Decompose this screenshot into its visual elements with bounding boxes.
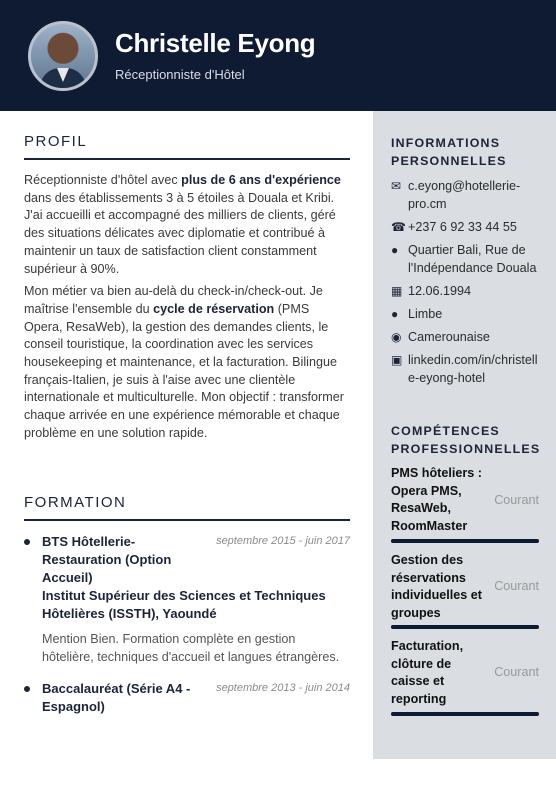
linkedin-icon: ▣ (391, 353, 403, 367)
candidate-name: Christelle Eyong (115, 28, 316, 58)
infos-title: INFORMATIONS PERSONNELLES (391, 136, 507, 168)
info-birthdate (391, 282, 541, 300)
map-pin-icon: ● (391, 243, 399, 257)
profil-paragraph-1 (24, 172, 350, 278)
formation-title: FORMATION (24, 494, 127, 511)
profil-text: Réceptionniste d'hôtel avec (24, 173, 182, 187)
info-nationality (391, 328, 541, 346)
skill-bar (391, 539, 539, 543)
bullet-icon (24, 686, 30, 692)
info-phone[interactable] (391, 218, 541, 236)
map-pin-icon: ● (391, 307, 399, 321)
email-text: c.eyong@hotellerie-pro.cm (408, 179, 521, 211)
skill-name: Facturation, clôture de caisse et reporting (391, 639, 464, 707)
profile-photo (28, 21, 98, 91)
globe-icon: ◉ (391, 330, 402, 344)
nationality-text: Camerounaise (408, 330, 490, 344)
birthplace-text: Limbe (408, 307, 443, 321)
competences-title: COMPÉTENCES PROFESSIONNELLES (391, 424, 541, 456)
calendar-icon: ▦ (391, 284, 403, 298)
skill-bar-fill (391, 625, 539, 629)
skill-name: PMS hôteliers : Opera PMS, ResaWeb, RoomMaster (391, 466, 482, 534)
personal-info (391, 177, 541, 392)
birthdate-text: 12.06.1994 (408, 284, 472, 298)
envelope-icon: ✉ (391, 179, 402, 193)
education-description: Mention Bien. Formation complète en gestion hôtelière, techniques d'accueil et langues étrangères. (42, 632, 340, 664)
skill-name: Gestion des réservations individuelles et groupes (391, 553, 482, 621)
bullet-icon (24, 539, 30, 545)
education-dates: septembre 2015 - juin 2017 (216, 535, 350, 547)
skill-bar-fill (391, 712, 539, 716)
skill-item (391, 552, 539, 623)
profil-highlight: cycle de réservation (153, 301, 275, 316)
skill-level: Courant (494, 579, 539, 593)
education-item (24, 680, 350, 716)
info-address (391, 241, 541, 277)
skill-bar (391, 712, 539, 716)
linkedin-text: linkedin.com/in/christelle-eyong-hotel (408, 353, 538, 385)
profil-text: Mon métier va bien au-delà du check-in/check-out. Je maîtrise l'ensemble du (24, 284, 323, 316)
degree: BTS Hôtellerie-Restauration (Option Accueil) (42, 534, 172, 585)
skill-bar (391, 625, 539, 629)
profil-text: (PMS Opera, ResaWeb), la gestion des demandes clients, le conseil touristique, la coordination avec les services housekeeping et maintenance, et la facturation. Bilingue français-Italien, je suis à l'aise avec une clientèle internationale et multiculturelle. Mon objectif : transformer chaque arrivée en une expérience mémorable et chaque problème en une solution rapide. (24, 301, 344, 440)
info-email[interactable] (391, 177, 541, 213)
profil-title: PROFIL (24, 133, 88, 150)
profil-text: dans des établissements 3 à 5 étoiles à Douala et Kribi. J'ai accueilli et accompagné des milliers de clients, géré des situations délicates avec diplomatie et contribué à maintenir un taux de satisfaction client constamment supérieur à 90%. (24, 190, 336, 276)
header (0, 0, 556, 111)
profil-section (24, 133, 350, 443)
school: Institut Supérieur des Sciences et Techniques Hôtelières (ISSTH), Yaoundé (42, 588, 326, 621)
degree: Baccalauréat (Série A4 - Espagnol) (42, 681, 191, 715)
info-birthplace (391, 305, 541, 323)
skill-level: Courant (494, 665, 539, 679)
profil-paragraph-2 (24, 283, 350, 442)
sidebar-footer-gap (373, 759, 556, 786)
address-text: Quartier Bali, Rue de l'Indépendance Douala (408, 243, 537, 275)
profil-divider (24, 158, 350, 160)
profil-highlight: plus de 6 ans d'expérience (181, 173, 341, 187)
job-title: Réceptionniste d'Hôtel (115, 67, 245, 82)
formation-divider (24, 519, 350, 521)
formation-section (24, 494, 350, 716)
education-dates: septembre 2013 - juin 2014 (216, 682, 350, 695)
phone-text: +237 6 92 33 44 55 (408, 220, 517, 234)
skill-item (391, 638, 539, 709)
education-item (24, 533, 350, 666)
info-linkedin[interactable] (391, 351, 541, 387)
phone-icon: ☎ (391, 220, 406, 234)
skill-bar-fill (391, 539, 539, 543)
skill-item (391, 465, 539, 536)
skill-level: Courant (494, 493, 539, 507)
